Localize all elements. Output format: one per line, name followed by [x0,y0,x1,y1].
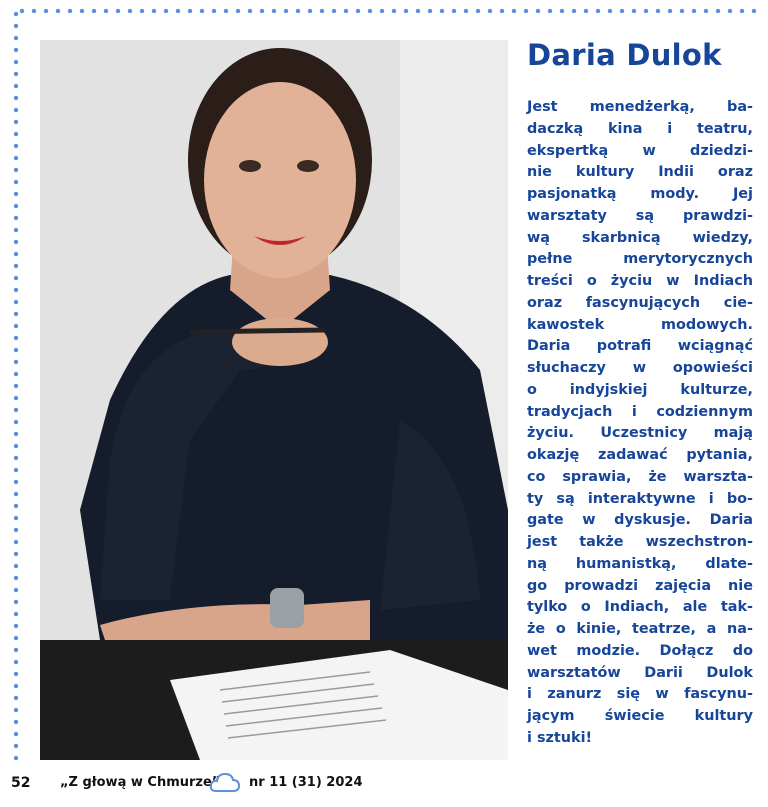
dotted-border-left [13,8,19,760]
bio-line: jest także wszechstron- [527,534,753,550]
bio-line: jącym świecie kultury [527,708,753,724]
bio-line: i sztuki! [527,729,593,746]
bio-line: oraz fascynujących cie- [527,294,753,311]
magazine-title: „Z głową w Chmurze” [60,775,221,790]
bio-line: okazję zadawać pytania, [527,447,753,463]
bio-line: go prowadzi zajęcia nie [527,577,753,594]
page-footer [0,770,768,807]
bio-line: ekspertką w dziedzi- [527,142,753,159]
bio-line: że o kinie, teatrze, a na- [527,621,753,637]
cloud-icon [209,772,241,794]
bio-line: nie kultury Indii oraz [527,164,753,181]
bio-line: o indyjskiej kulturze, [527,381,753,398]
article-bio [527,97,753,750]
bio-line: słuchaczy w opowieści [527,360,753,376]
issue-number: nr 11 (31) 2024 [249,775,363,790]
bio-line: warsztatów Darii Dulok [527,664,753,681]
bio-line: warsztaty są prawdzi- [527,207,753,224]
dotted-border-top [16,8,760,14]
page-number: 52 [11,775,31,791]
portrait-illustration [40,40,508,760]
bio-line: ną humanistką, dlate- [527,555,753,572]
bio-line: wet modzie. Dołącz do [527,642,753,659]
bio-line: kawostek modowych. [527,316,753,333]
bio-line: tradycjach i codziennym [527,403,753,420]
bio-line: tylko o Indiach, ale tak- [527,599,753,616]
bio-line: Jest menedżerką, ba- [527,99,753,115]
bio-line: i zanurz się w fascynu- [527,686,753,703]
bio-line: pełne merytorycznych [527,251,753,268]
bio-line: Daria potrafi wciągnąć [527,338,753,355]
bio-line: ty są interaktywne i bo- [527,490,753,507]
bio-line: życiu. Uczestnicy mają [527,425,753,442]
bio-line: gate w dyskusje. Daria [527,512,753,529]
portrait-photo [40,40,508,760]
bio-line: wą skarbnicą wiedzy, [527,229,753,246]
bio-line: co sprawia, że warszta- [527,468,753,485]
bio-line: pasjonatką mody. Jej [527,186,753,202]
article-title: Daria Dulok [527,38,722,72]
bio-line: daczką kina i teatru, [527,120,753,137]
bio-line: treści o życiu w Indiach [527,273,753,289]
